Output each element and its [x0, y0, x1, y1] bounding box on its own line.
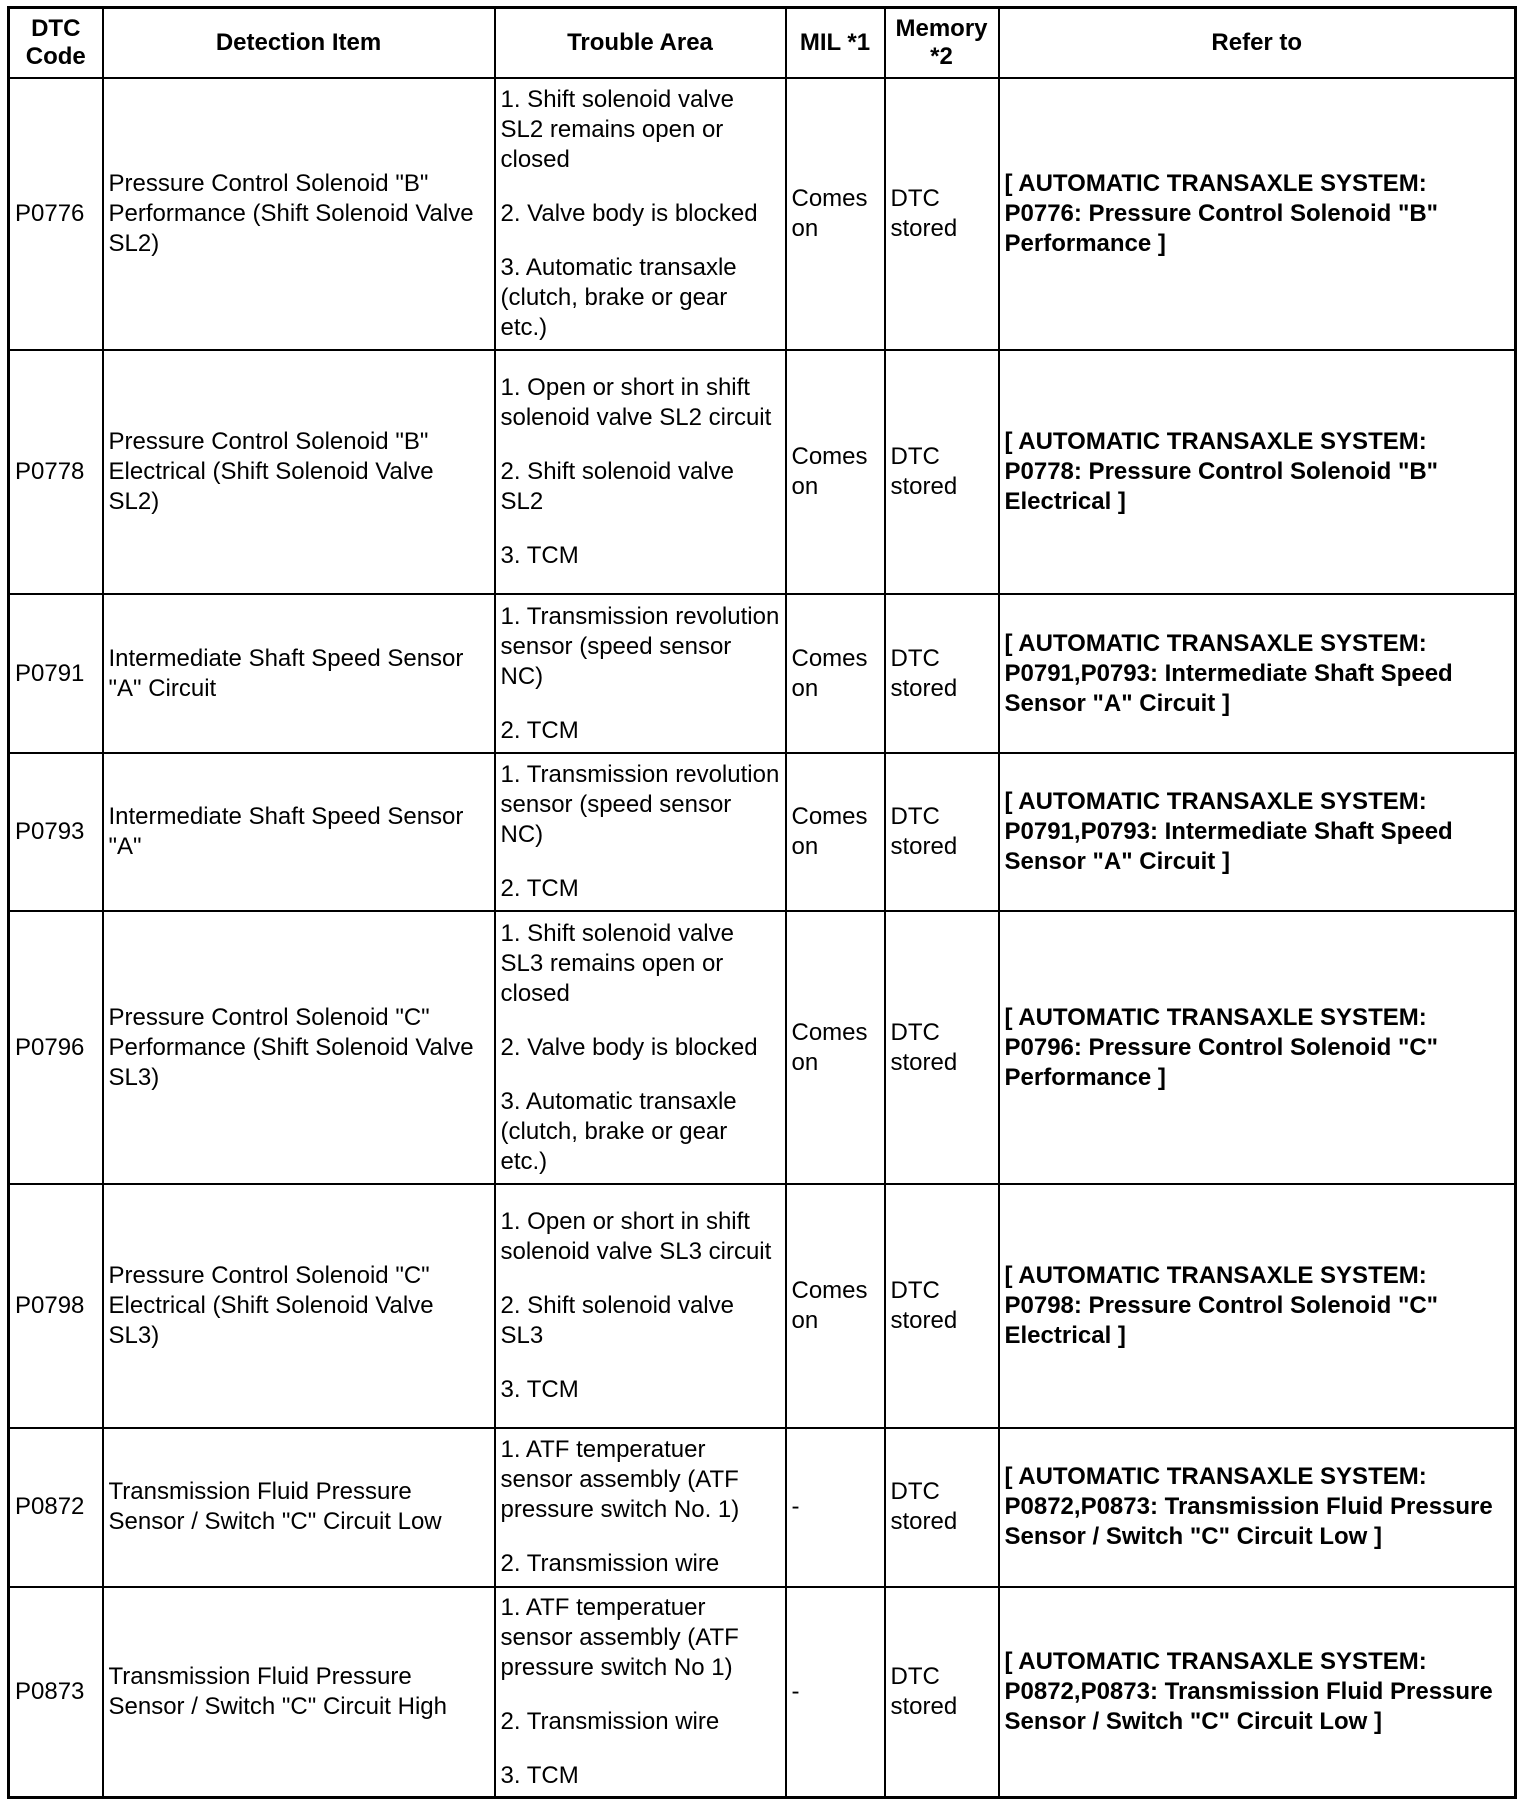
dtc-code-cell: P0778: [9, 350, 103, 594]
table-row: [9, 78, 1516, 351]
refer-to-cell: [999, 78, 1516, 351]
detection-item-cell: Pressure Control Solenoid "C" Performance (Shift Solenoid Valve SL3): [103, 911, 495, 1184]
refer-to-link[interactable]: [ AUTOMATIC TRANSAXLE SYSTEM: P0798: Pressure Control Solenoid "C" Electrical ]: [1004, 1262, 1439, 1350]
memory-cell: DTC stored: [885, 594, 999, 753]
memory-cell: DTC stored: [885, 350, 999, 594]
dtc-code-cell: P0872: [9, 1428, 103, 1587]
mil-cell: Comes on: [786, 753, 885, 912]
dtc-code-cell: P0796: [9, 911, 103, 1184]
dtc-code-cell: P0776: [9, 78, 103, 351]
trouble-area-item: 2. Shift solenoid valve SL2: [500, 458, 734, 516]
trouble-area-item: 1. Open or short in shift solenoid valve SL3 circuit: [500, 1208, 772, 1266]
trouble-area-item: 1. ATF temperatuer sensor assembly (ATF pressure switch No 1): [500, 1593, 739, 1681]
memory-cell: DTC stored: [885, 1587, 999, 1798]
memory-cell: DTC stored: [885, 78, 999, 351]
dtc-code-cell: P0873: [9, 1587, 103, 1798]
refer-to-link[interactable]: [ AUTOMATIC TRANSAXLE SYSTEM: P0778: Pressure Control Solenoid "B" Electrical ]: [1004, 428, 1439, 516]
refer-to-link[interactable]: [ AUTOMATIC TRANSAXLE SYSTEM: P0776: Pressure Control Solenoid "B" Performance ]: [1004, 169, 1439, 257]
trouble-area-item: 2. Valve body is blocked: [500, 1033, 758, 1061]
memory-cell: DTC stored: [885, 753, 999, 912]
dtc-table: [7, 6, 1517, 1799]
refer-to-cell: [999, 1587, 1516, 1798]
refer-to-cell: [999, 350, 1516, 594]
trouble-area-item: 1. Transmission revolution sensor (speed sensor NC): [500, 602, 780, 690]
trouble-area-item: 3. TCM: [500, 542, 579, 570]
refer-to-cell: [999, 753, 1516, 912]
mil-cell: Comes on: [786, 1184, 885, 1428]
refer-to-link[interactable]: [ AUTOMATIC TRANSAXLE SYSTEM: P0791,P0793: Intermediate Shaft Speed Sensor "A" Circuit ]: [1004, 788, 1453, 876]
table-row: [9, 350, 1516, 594]
trouble-area-item: 2. TCM: [500, 716, 579, 744]
mil-cell: -: [786, 1587, 885, 1798]
trouble-area-cell: [495, 911, 786, 1184]
table-body: [9, 78, 1516, 1798]
dtc-code-cell: P0798: [9, 1184, 103, 1428]
detection-item-cell: Pressure Control Solenoid "C" Electrical (Shift Solenoid Valve SL3): [103, 1184, 495, 1428]
mil-cell: Comes on: [786, 594, 885, 753]
table-row: [9, 1587, 1516, 1798]
dtc-code-cell: P0793: [9, 753, 103, 912]
trouble-area-item: 2. Transmission wire: [500, 1550, 720, 1578]
trouble-area-item: 2. TCM: [500, 875, 579, 903]
detection-item-cell: Transmission Fluid Pressure Sensor / Switch "C" Circuit High: [103, 1587, 495, 1798]
trouble-area-item: 2. Transmission wire: [500, 1707, 720, 1735]
dtc-code-cell: P0791: [9, 594, 103, 753]
refer-to-cell: [999, 911, 1516, 1184]
trouble-area-item: 3. TCM: [500, 1761, 579, 1789]
detection-item-cell: Transmission Fluid Pressure Sensor / Switch "C" Circuit Low: [103, 1428, 495, 1587]
table-row: [9, 1428, 1516, 1587]
trouble-area-item: 2. Shift solenoid valve SL3: [500, 1292, 734, 1350]
trouble-area-item: 1. Shift solenoid valve SL3 remains open or closed: [500, 919, 734, 1007]
table-row: [9, 1184, 1516, 1428]
detection-item-cell: Intermediate Shaft Speed Sensor "A" Circuit: [103, 594, 495, 753]
memory-cell: DTC stored: [885, 1428, 999, 1587]
table-row: [9, 753, 1516, 912]
refer-to-cell: [999, 1184, 1516, 1428]
trouble-area-item: 2. Valve body is blocked: [500, 199, 758, 227]
header-dtc-code: DTC Code: [9, 8, 103, 78]
table-row: [9, 594, 1516, 753]
memory-cell: DTC stored: [885, 911, 999, 1184]
header-detection-item: Detection Item: [103, 8, 495, 78]
header-refer-to: Refer to: [999, 8, 1516, 78]
trouble-area-cell: [495, 1428, 786, 1587]
trouble-area-cell: [495, 1587, 786, 1798]
memory-cell: DTC stored: [885, 1184, 999, 1428]
trouble-area-item: 1. Open or short in shift solenoid valve SL2 circuit: [500, 374, 772, 432]
header-row: [9, 8, 1516, 78]
refer-to-link[interactable]: [ AUTOMATIC TRANSAXLE SYSTEM: P0791,P0793: Intermediate Shaft Speed Sensor "A" Circuit ]: [1004, 629, 1453, 717]
trouble-area-cell: [495, 78, 786, 351]
refer-to-cell: [999, 1428, 1516, 1587]
refer-to-link[interactable]: [ AUTOMATIC TRANSAXLE SYSTEM: P0872,P0873: Transmission Fluid Pressure Sensor / Switch "C" Circuit Low ]: [1004, 1463, 1493, 1551]
detection-item-cell: Pressure Control Solenoid "B" Performance (Shift Solenoid Valve SL2): [103, 78, 495, 351]
detection-item-cell: Intermediate Shaft Speed Sensor "A": [103, 753, 495, 912]
mil-cell: Comes on: [786, 911, 885, 1184]
mil-cell: -: [786, 1428, 885, 1587]
header-memory: Memory *2: [885, 8, 999, 78]
refer-to-link[interactable]: [ AUTOMATIC TRANSAXLE SYSTEM: P0872,P0873: Transmission Fluid Pressure Sensor / Switch "C" Circuit Low ]: [1004, 1647, 1493, 1735]
trouble-area-cell: [495, 1184, 786, 1428]
trouble-area-item: 1. Shift solenoid valve SL2 remains open or closed: [500, 85, 734, 173]
refer-to-cell: [999, 594, 1516, 753]
refer-to-link[interactable]: [ AUTOMATIC TRANSAXLE SYSTEM: P0796: Pressure Control Solenoid "C" Performance ]: [1004, 1003, 1439, 1091]
trouble-area-item: 1. ATF temperatuer sensor assembly (ATF pressure switch No. 1): [500, 1436, 740, 1524]
trouble-area-item: 3. Automatic transaxle (clutch, brake or gear etc.): [500, 1087, 737, 1175]
header-mil: MIL *1: [786, 8, 885, 78]
mil-cell: Comes on: [786, 350, 885, 594]
trouble-area-cell: [495, 753, 786, 912]
trouble-area-cell: [495, 594, 786, 753]
trouble-area-item: 3. TCM: [500, 1376, 579, 1404]
header-trouble-area: Trouble Area: [495, 8, 786, 78]
trouble-area-item: 1. Transmission revolution sensor (speed sensor NC): [500, 761, 780, 849]
table-row: [9, 911, 1516, 1184]
trouble-area-cell: [495, 350, 786, 594]
trouble-area-item: 3. Automatic transaxle (clutch, brake or gear etc.): [500, 253, 737, 341]
detection-item-cell: Pressure Control Solenoid "B" Electrical (Shift Solenoid Valve SL2): [103, 350, 495, 594]
mil-cell: Comes on: [786, 78, 885, 351]
